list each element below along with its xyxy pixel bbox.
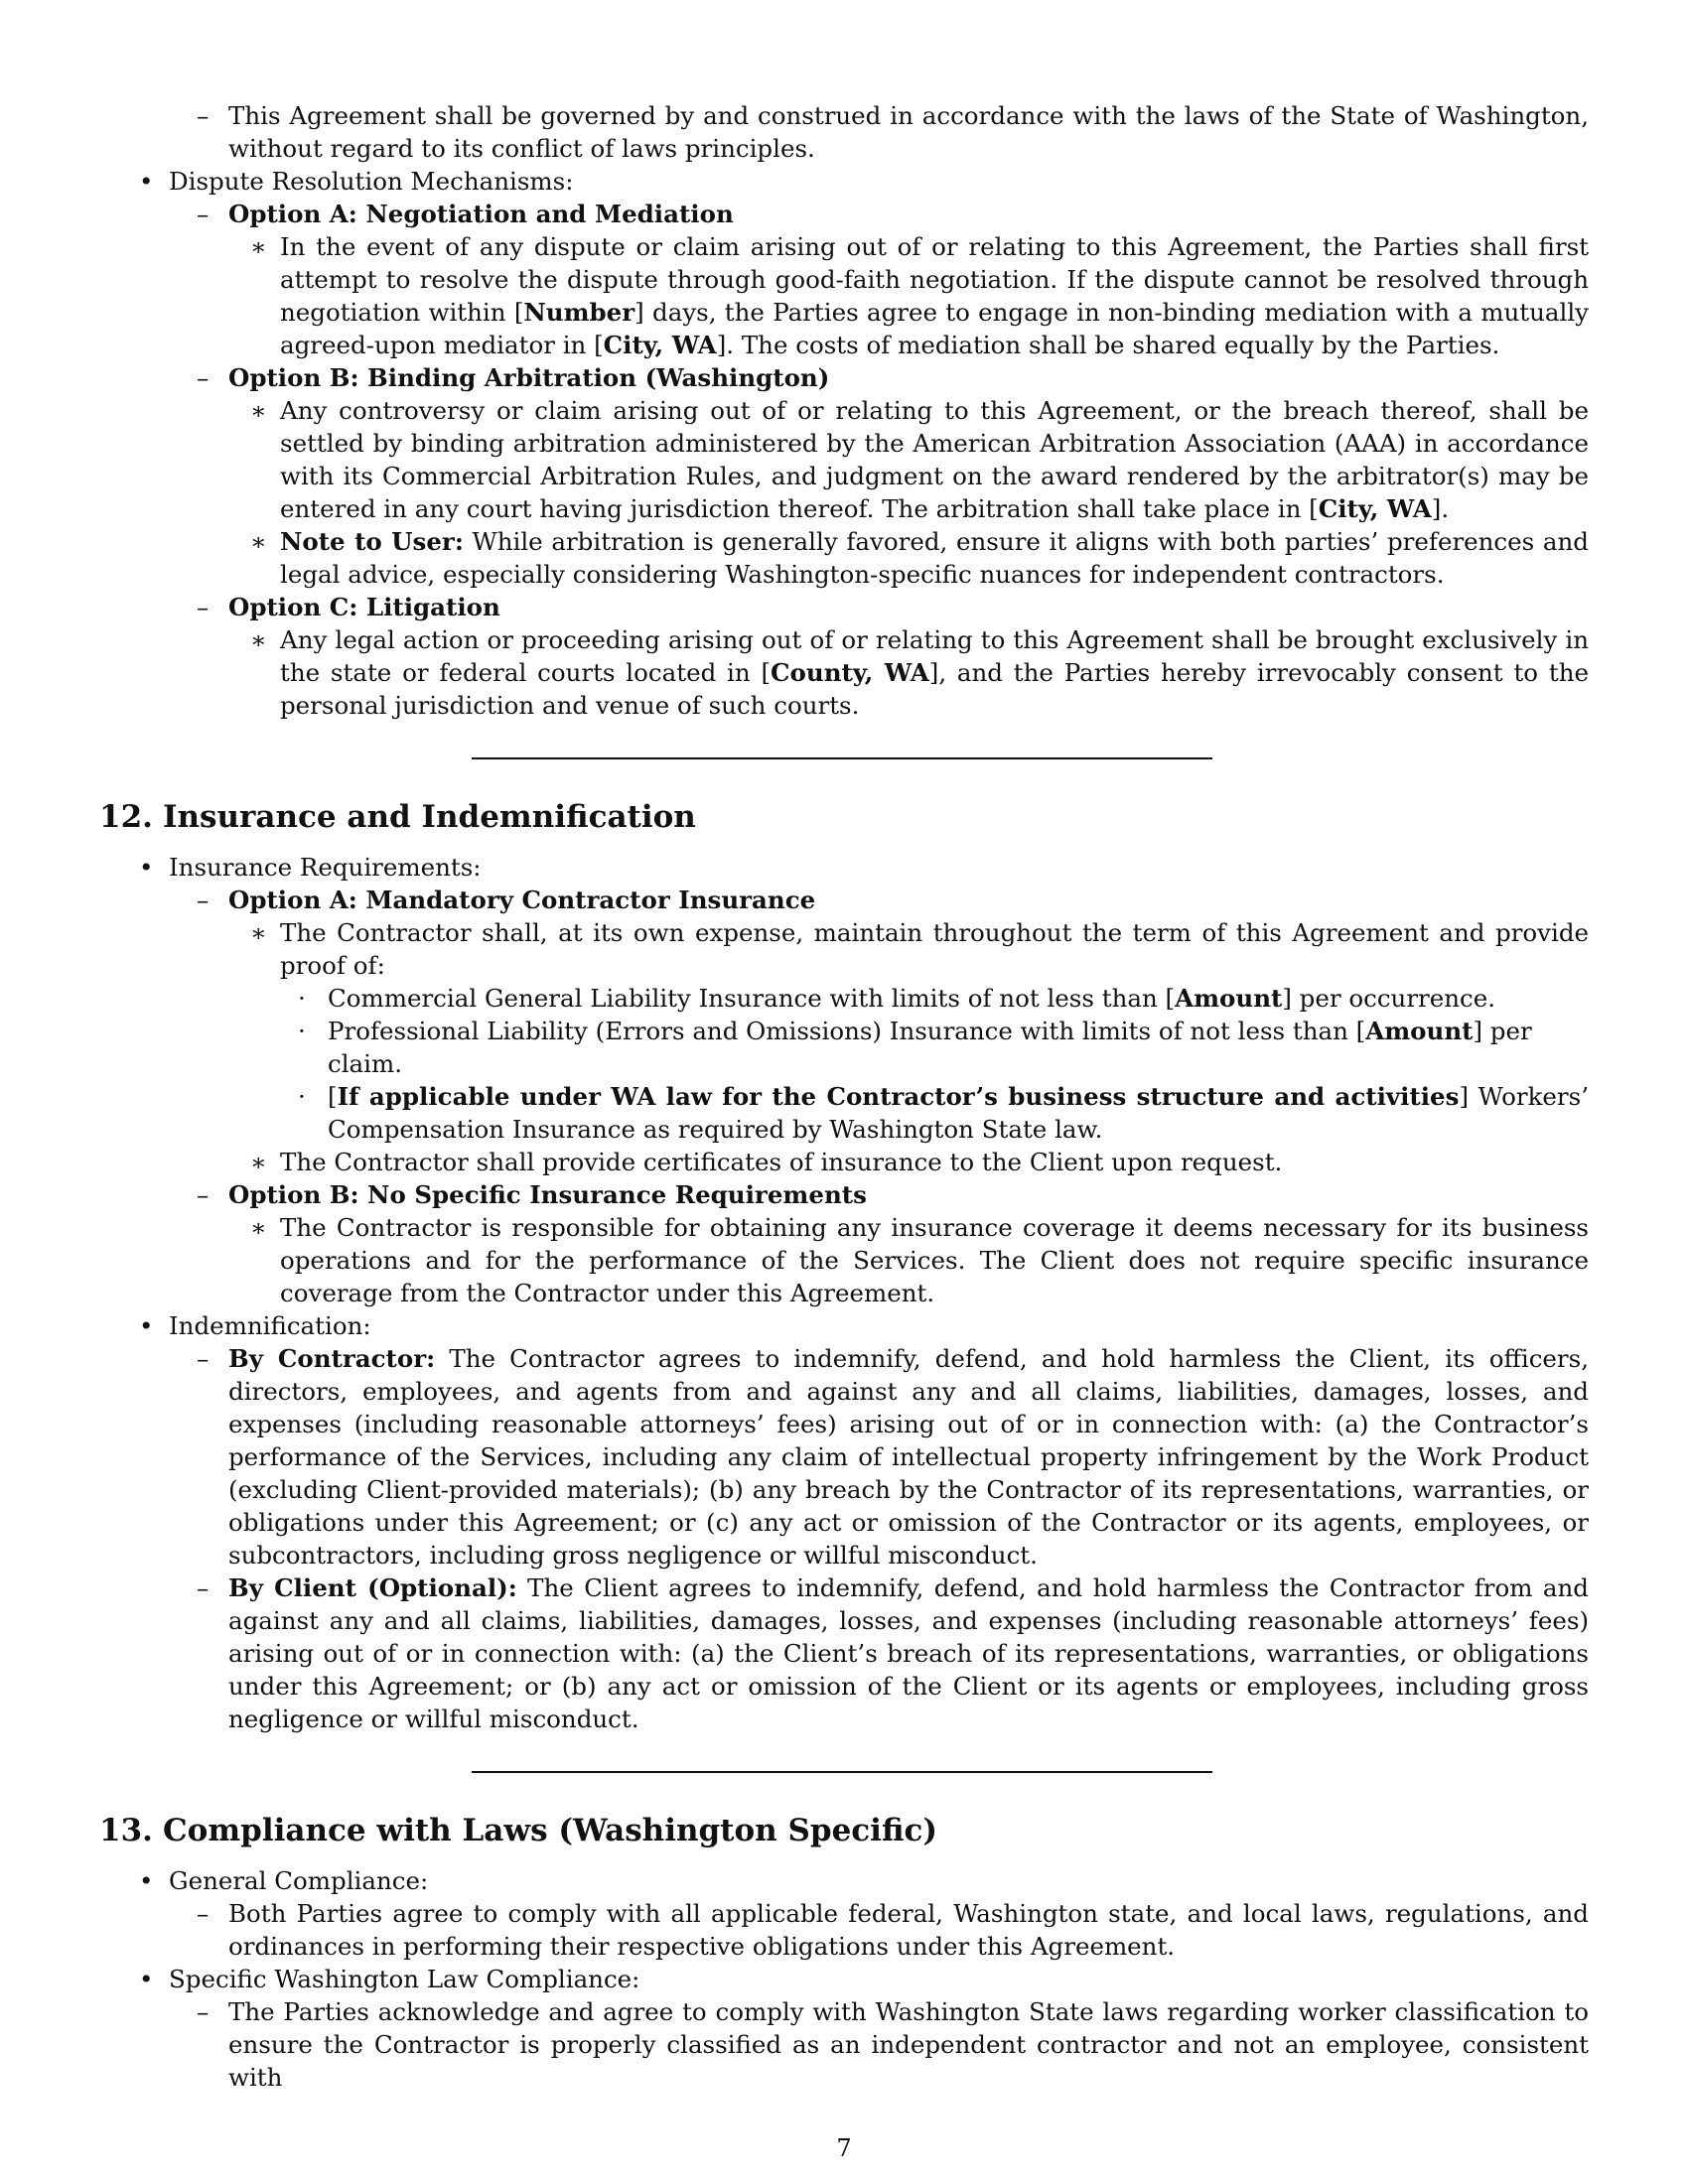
specific-compliance-label: Specific Washington Law Compliance: — [169, 1965, 640, 1993]
general-compliance-item — [99, 1864, 1589, 1897]
insurance-option-b-title: Option B: No Specific Insurance Requirements — [228, 1180, 867, 1209]
amount-placeholder: Amount — [1365, 1017, 1474, 1045]
general-compliance-text: Both Parties agree to comply with all applicable federal, Washington state, and local laws, regulations, and ordinances in performing their respective obligations under this Agreement. — [228, 1899, 1589, 1961]
amount-placeholder: Amount — [1175, 984, 1283, 1013]
option-b-text-2: ]. — [1431, 494, 1450, 523]
option-c-clause — [99, 623, 1589, 722]
section-12-heading — [99, 797, 1589, 837]
indemnification-label: Indemnification: — [169, 1311, 371, 1340]
by-client-label: By Client (Optional): — [228, 1573, 517, 1602]
insurance-requirements-item — [99, 851, 1589, 884]
asterisk-marker: ∗ — [250, 232, 267, 261]
insurance-option-a-clause — [99, 916, 1589, 982]
general-compliance-label: General Compliance: — [169, 1866, 429, 1895]
section-title: Insurance and Indemnification — [163, 799, 696, 835]
insurance-option-b-heading — [99, 1178, 1589, 1211]
by-client-text: The Client agrees to indemnify, defend, and hold harmless the Contractor from and against any and all claims, liabilities, damages, losses, and expenses (including reasonable attorneys’ fees) arising out of or in connection with: (a) the Client’s breach of its representations, warranties, or obligations under this Agreement; or (b) any act or omission of the Client or its agents or employees, including gross negligence or willful misconduct. — [228, 1573, 1589, 1733]
asterisk-marker: ∗ — [250, 918, 267, 947]
bullet-marker: • — [139, 1311, 154, 1340]
dash-marker: – — [197, 1573, 210, 1602]
option-b-text-1: Any controversy or claim arising out of or relating to this Agreement, or the breach thereof, shall be settled by binding arbitration administered by the American Arbitration Association (AAA) in accordance with its Commercial Arbitration Rules, and judgment on the award rendered by the arbitrator(s) may be entered in any court having jurisdiction thereof. The arbitration shall take place in [ — [280, 396, 1589, 523]
dash-marker: – — [197, 886, 210, 914]
option-a-text-1: In the event of any dispute or claim arising out of or relating to this Agreement, the Parties shall first attempt to resolve the dispute through good-faith negotiation. If the dispute cannot be resolved through negotiation within [ — [280, 232, 1589, 327]
option-b-note — [99, 525, 1589, 591]
note-label: Note to User: — [280, 527, 464, 556]
section-13-heading — [99, 1811, 1589, 1850]
specific-compliance-clause — [99, 1995, 1589, 2094]
county-placeholder: County, WA — [771, 658, 929, 687]
cgl-item — [99, 982, 1589, 1015]
workers-comp-item — [99, 1080, 1589, 1146]
dash-marker: – — [197, 200, 210, 228]
certificates-clause — [99, 1146, 1589, 1178]
asterisk-marker: ∗ — [250, 527, 267, 556]
dash-marker: – — [197, 1344, 210, 1373]
page-number: 7 — [836, 2134, 852, 2162]
city-placeholder: City, WA — [603, 331, 717, 359]
by-client-clause — [99, 1571, 1589, 1735]
dash-marker: – — [197, 363, 210, 392]
number-placeholder: Number — [523, 298, 635, 327]
bullet-marker: • — [139, 167, 154, 196]
wc-condition: If applicable under WA law for the Contractor’s business structure and activities — [337, 1082, 1460, 1111]
dash-marker: – — [197, 1180, 210, 1209]
city-placeholder: City, WA — [1318, 494, 1432, 523]
dot-marker: · — [298, 1082, 306, 1111]
note-text: While arbitration is generally favored, ensure it aligns with both parties’ preferences and legal advice, especially considering Washington-specific nuances for independent contractors. — [280, 527, 1589, 589]
asterisk-marker: ∗ — [250, 1213, 267, 1242]
page-content — [99, 99, 1589, 2094]
pli-text-1: Professional Liability (Errors and Omissions) Insurance with limits of not less than [ — [328, 1017, 1366, 1045]
insurance-option-a-text: The Contractor shall, at its own expense, maintain throughout the term of this Agreement and provide proof of: — [280, 918, 1589, 980]
bullet-marker: • — [139, 1965, 154, 1993]
asterisk-marker: ∗ — [250, 625, 267, 654]
by-contractor-clause — [99, 1342, 1589, 1571]
option-a-clause — [99, 230, 1589, 361]
option-c-title: Option C: Litigation — [228, 593, 500, 621]
certificates-text: The Contractor shall provide certificates of insurance to the Client upon request. — [280, 1148, 1283, 1176]
asterisk-marker: ∗ — [250, 396, 267, 425]
asterisk-marker: ∗ — [250, 1148, 267, 1176]
dispute-resolution-item — [99, 165, 1589, 198]
insurance-option-a-heading — [99, 884, 1589, 916]
pli-item — [99, 1015, 1589, 1080]
dash-marker: – — [197, 1997, 210, 2026]
governing-law-item — [99, 99, 1589, 165]
dash-marker: – — [197, 101, 210, 130]
dot-marker: · — [298, 1017, 306, 1045]
by-contractor-text: The Contractor agrees to indemnify, defend, and hold harmless the Client, its officers, directors, employees, and agents from and against any and all claims, liabilities, damages, losses, and expenses (including reasonable attorneys’ fees) arising out of or in connection with: (a) the Contractor’s performance of the Services, including any claim of intellectual property infringement by the Work Product (excluding Client-provided materials); (b) any breach by the Contractor of its representations, warranties, or obligations under this Agreement; or (c) any act or omission of the Contractor or its agents, employees, or subcontractors, including gross negligence or willful misconduct. — [228, 1344, 1589, 1570]
option-b-title: Option B: Binding Arbitration (Washington) — [228, 363, 830, 392]
section-divider — [472, 1771, 1212, 1773]
insurance-requirements-label: Insurance Requirements: — [169, 853, 482, 882]
option-a-title: Option A: Negotiation and Mediation — [228, 200, 734, 228]
specific-compliance-item — [99, 1963, 1589, 1995]
insurance-option-a-title: Option A: Mandatory Contractor Insurance — [228, 886, 816, 914]
option-c-heading — [99, 591, 1589, 623]
cgl-text-2: ] per occurrence. — [1282, 984, 1496, 1013]
pli-text-2: ] per claim. — [328, 1017, 1532, 1078]
section-title: Compliance with Laws (Washington Specific) — [163, 1813, 938, 1848]
option-b-clause — [99, 394, 1589, 525]
wc-text-1: [ — [328, 1082, 338, 1111]
dash-marker: – — [197, 593, 210, 621]
option-a-text-3: ]. The costs of mediation shall be shared equally by the Parties. — [716, 331, 1500, 359]
specific-compliance-text: The Parties acknowledge and agree to comply with Washington State laws regarding worker classification to ensure the Contractor is properly classified as an independent contractor and not an employee, consistent with — [228, 1997, 1589, 2092]
option-b-heading — [99, 361, 1589, 394]
option-c-text-1: Any legal action or proceeding arising out of or relating to this Agreement shall be brought exclusively in the state or federal courts located in [ — [280, 625, 1589, 687]
option-c-text-2: ], and the Parties hereby irrevocably consent to the personal jurisdiction and venue of such courts. — [280, 658, 1589, 720]
bullet-marker: • — [139, 853, 154, 882]
section-number: 12. — [99, 799, 153, 835]
indemnification-item — [99, 1309, 1589, 1342]
section-number: 13. — [99, 1813, 153, 1848]
section-divider — [472, 757, 1212, 759]
insurance-option-b-clause — [99, 1211, 1589, 1309]
dispute-resolution-label: Dispute Resolution Mechanisms: — [169, 167, 574, 196]
dot-marker: · — [298, 984, 306, 1013]
dash-marker: – — [197, 1899, 210, 1928]
general-compliance-clause — [99, 1897, 1589, 1963]
by-contractor-label: By Contractor: — [228, 1344, 436, 1373]
insurance-option-b-text: The Contractor is responsible for obtaining any insurance coverage it deems necessary for its business operations and for the performance of the Services. The Client does not require specific insurance coverage from the Contractor under this Agreement. — [280, 1213, 1589, 1307]
bullet-marker: • — [139, 1866, 154, 1895]
option-a-heading — [99, 198, 1589, 230]
governing-law-text: This Agreement shall be governed by and construed in accordance with the laws of the State of Washington, without regard to its conflict of laws principles. — [228, 101, 1589, 163]
option-a-text-2: ] days, the Parties agree to engage in non-binding mediation with a mutually agreed-upon mediator in [ — [280, 298, 1589, 359]
cgl-text-1: Commercial General Liability Insurance with limits of not less than [ — [328, 984, 1176, 1013]
wc-text-2: ] Workers’ Compensation Insurance as required by Washington State law. — [328, 1082, 1590, 1144]
